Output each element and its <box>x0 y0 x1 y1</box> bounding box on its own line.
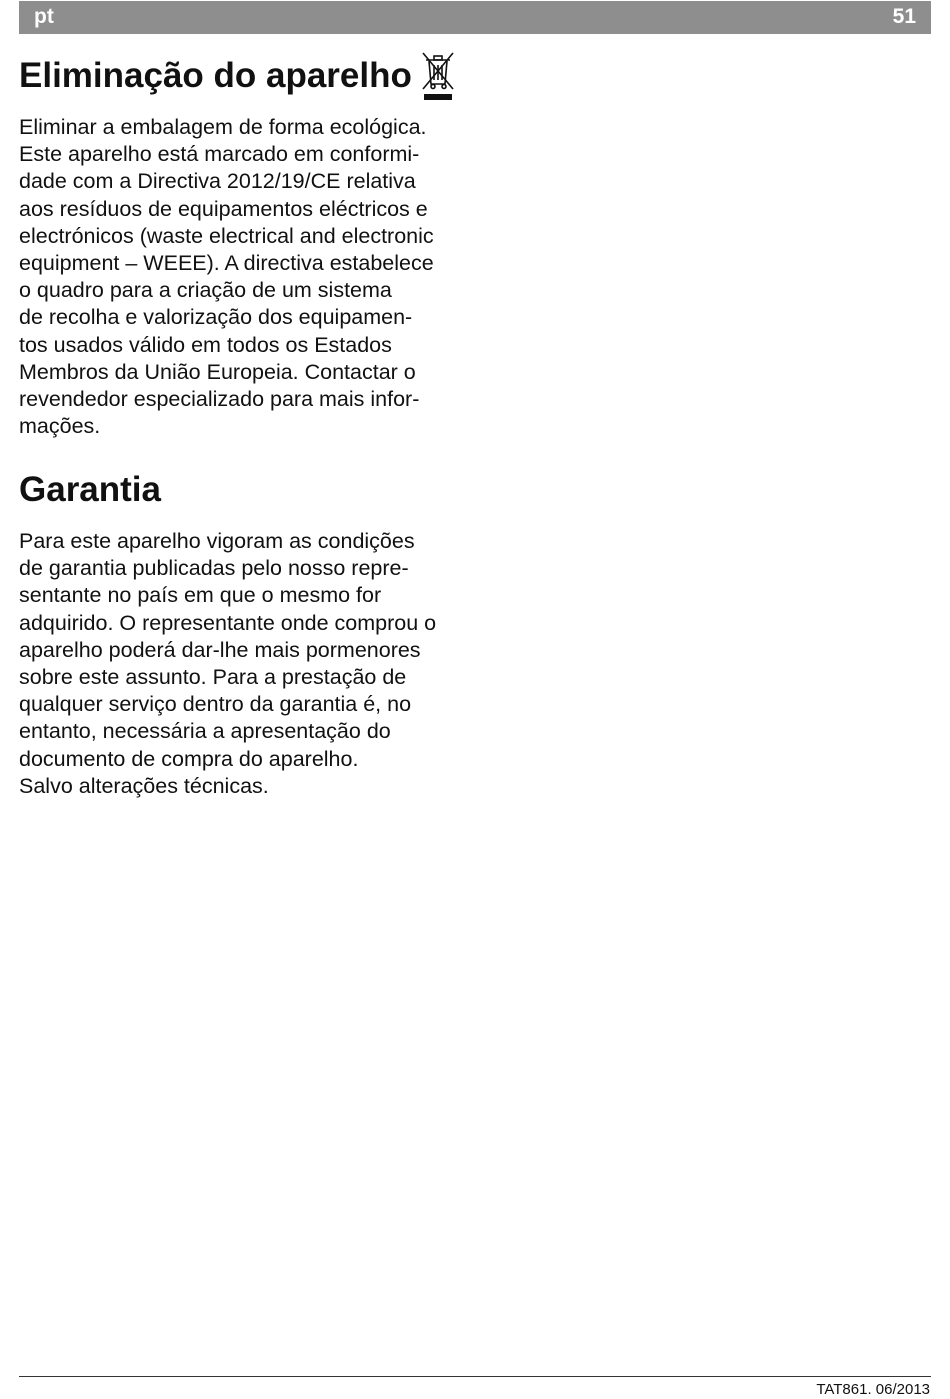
text-line: Este aparelho está marcado em conformi- <box>19 142 420 167</box>
text-line: sentante no país em que o mesmo for <box>19 583 382 608</box>
document-code: TAT861. 06/2013 <box>816 1381 930 1398</box>
text-line: aparelho poderá dar-lhe mais pormenores <box>19 637 421 662</box>
text-line: aos resíduos de equipamentos eléctricos e <box>19 196 428 221</box>
text-line: equipment – WEEE). A directiva estabelece <box>19 251 434 276</box>
text-line: revendedor especializado para mais infor- <box>19 387 420 412</box>
page-number: 51 <box>892 5 916 28</box>
text-line: entanto, necessária a apresentação do <box>19 719 391 744</box>
text-line: mações. <box>19 414 101 439</box>
text-line: adquirido. O representante onde comprou o <box>19 610 437 635</box>
text-line: Para este aparelho vigoram as condições <box>19 529 415 553</box>
disposal-section <box>19 56 464 440</box>
text-line: Salvo alterações técnicas. <box>19 773 269 798</box>
text-line: documento de compra do aparelho. <box>19 746 359 771</box>
warranty-text <box>19 528 464 800</box>
text-line: Eliminar a embalagem de forma ecológica. <box>19 115 427 139</box>
warranty-title: Garantia <box>19 470 161 509</box>
page-header <box>19 1 931 34</box>
text-line: de garantia publicadas pelo nosso repre- <box>19 556 409 581</box>
disposal-text <box>19 114 464 440</box>
disposal-title: Eliminação do aparelho <box>19 56 412 95</box>
text-line: dade com a Directiva 2012/19/CE relativa <box>19 169 416 194</box>
text-line: de recolha e valorização dos equipamen- <box>19 305 413 330</box>
text-line: Membros da União Europeia. Contactar o <box>19 359 416 384</box>
text-line: electrónicos (waste electrical and electronic <box>19 223 434 248</box>
text-line: qualquer serviço dentro da garantia é, no <box>19 692 412 717</box>
language-label: pt <box>34 5 54 28</box>
warranty-section <box>19 470 464 800</box>
text-line: sobre este assunto. Para a prestação de <box>19 665 407 690</box>
footer-divider <box>19 1376 931 1377</box>
weee-crossed-bin-icon <box>421 51 455 102</box>
text-line: tos usados válido em todos os Estados <box>19 332 392 357</box>
text-line: o quadro para a criação de um sistema <box>19 278 392 303</box>
